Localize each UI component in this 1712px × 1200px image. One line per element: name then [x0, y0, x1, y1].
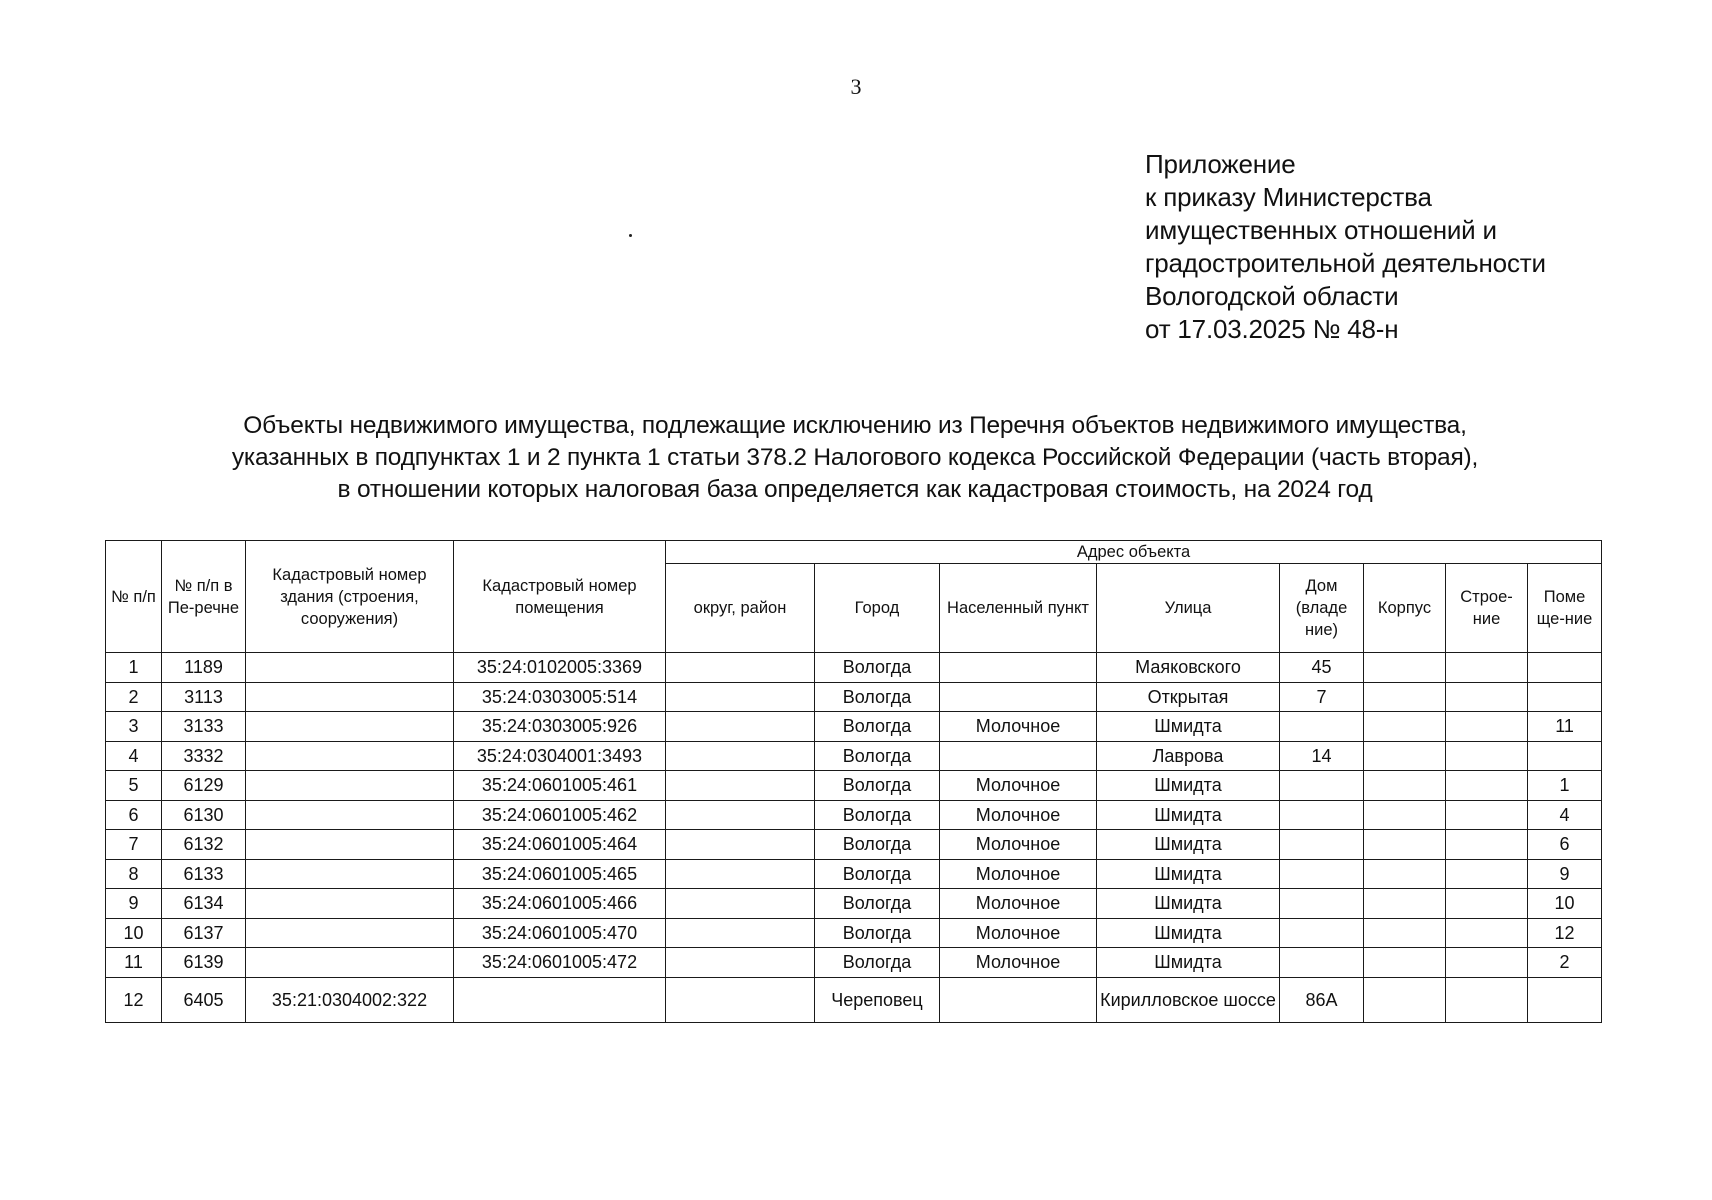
cell-premise: 10 [1528, 889, 1602, 919]
cell-list-num: 6405 [162, 977, 246, 1022]
table-row [106, 859, 1602, 889]
cell-building-cadastral [246, 653, 454, 683]
header-premise-cadastral: Кадастровый номер помещения [454, 541, 666, 653]
cell-house: 45 [1280, 653, 1364, 683]
table-row [106, 741, 1602, 771]
cell-building-cadastral [246, 771, 454, 801]
cell-premise-cadastral: 35:24:0304001:3493 [454, 741, 666, 771]
appendix-line: Приложение [1145, 149, 1296, 179]
cell-district [666, 977, 815, 1022]
cell-city: Вологда [815, 712, 940, 742]
cell-num: 5 [106, 771, 162, 801]
table-row [106, 712, 1602, 742]
header-district: округ, район [666, 564, 815, 653]
cell-house: 86А [1280, 977, 1364, 1022]
page-number: 3 [850, 74, 862, 99]
cell-building-cadastral: 35:21:0304002:322 [246, 977, 454, 1022]
appendix-line: имущественных отношений и [1145, 215, 1497, 245]
cell-structure [1446, 830, 1528, 860]
cell-premise-cadastral: 35:24:0601005:462 [454, 800, 666, 830]
cell-building-cadastral [246, 859, 454, 889]
cell-structure [1446, 800, 1528, 830]
cell-building-cadastral [246, 830, 454, 860]
cell-street: Шмидта [1097, 830, 1280, 860]
cell-building-cadastral [246, 918, 454, 948]
cell-city: Вологда [815, 771, 940, 801]
cell-building-cadastral [246, 741, 454, 771]
cell-premise: 4 [1528, 800, 1602, 830]
cell-structure [1446, 771, 1528, 801]
cell-premise-cadastral: 35:24:0102005:3369 [454, 653, 666, 683]
cell-structure [1446, 918, 1528, 948]
cell-district [666, 859, 815, 889]
cell-city: Вологда [815, 918, 940, 948]
cell-city: Вологда [815, 948, 940, 978]
header-num: № п/п [106, 541, 162, 653]
cell-house [1280, 859, 1364, 889]
cell-corpus [1364, 830, 1446, 860]
cell-list-num: 1189 [162, 653, 246, 683]
cell-premise: 6 [1528, 830, 1602, 860]
cell-num: 11 [106, 948, 162, 978]
cell-corpus [1364, 859, 1446, 889]
cell-city: Вологда [815, 889, 940, 919]
cell-building-cadastral [246, 948, 454, 978]
appendix-line: от 17.03.2025 № 48-н [1145, 314, 1399, 344]
cell-street: Шмидта [1097, 800, 1280, 830]
cell-corpus [1364, 653, 1446, 683]
cell-premise: 1 [1528, 771, 1602, 801]
appendix-line: к приказу Министерства [1145, 182, 1432, 212]
cell-house [1280, 830, 1364, 860]
table-row [106, 800, 1602, 830]
cell-corpus [1364, 741, 1446, 771]
header-address-group: Адрес объекта [666, 541, 1602, 564]
cell-premise-cadastral [454, 977, 666, 1022]
table-row [106, 977, 1602, 1022]
cell-list-num: 3113 [162, 682, 246, 712]
table-row [106, 653, 1602, 683]
cell-street: Шмидта [1097, 948, 1280, 978]
cell-corpus [1364, 771, 1446, 801]
cell-structure [1446, 889, 1528, 919]
cell-list-num: 6139 [162, 948, 246, 978]
cell-corpus [1364, 712, 1446, 742]
header-house: Дом (владе ние) [1280, 564, 1364, 653]
cell-list-num: 6130 [162, 800, 246, 830]
appendix-line: Вологодской области [1145, 281, 1399, 311]
cell-corpus [1364, 889, 1446, 919]
cell-premise-cadastral: 35:24:0601005:472 [454, 948, 666, 978]
header-city: Город [815, 564, 940, 653]
cell-settlement: Молочное [940, 948, 1097, 978]
cell-structure [1446, 741, 1528, 771]
cell-num: 7 [106, 830, 162, 860]
cell-settlement: Молочное [940, 712, 1097, 742]
cell-district [666, 712, 815, 742]
cell-street: Маяковского [1097, 653, 1280, 683]
appendix-block [1145, 148, 1665, 346]
cell-district [666, 682, 815, 712]
cell-street: Шмидта [1097, 918, 1280, 948]
cell-num: 4 [106, 741, 162, 771]
cell-building-cadastral [246, 800, 454, 830]
cell-building-cadastral [246, 889, 454, 919]
cell-city: Вологда [815, 741, 940, 771]
cell-list-num: 3133 [162, 712, 246, 742]
table-row [106, 889, 1602, 919]
cell-premise [1528, 653, 1602, 683]
cell-settlement: Молочное [940, 830, 1097, 860]
cell-city: Вологда [815, 859, 940, 889]
header-street: Улица [1097, 564, 1280, 653]
cell-settlement: Молочное [940, 889, 1097, 919]
property-table [105, 540, 1602, 1023]
cell-district [666, 948, 815, 978]
cell-list-num: 6129 [162, 771, 246, 801]
cell-street: Шмидта [1097, 889, 1280, 919]
cell-city: Вологда [815, 653, 940, 683]
cell-structure [1446, 653, 1528, 683]
cell-premise [1528, 682, 1602, 712]
cell-structure [1446, 712, 1528, 742]
cell-house: 14 [1280, 741, 1364, 771]
table-row [106, 918, 1602, 948]
cell-street: Шмидта [1097, 771, 1280, 801]
cell-corpus [1364, 800, 1446, 830]
table-row [106, 830, 1602, 860]
cell-premise-cadastral: 35:24:0303005:926 [454, 712, 666, 742]
cell-premise-cadastral: 35:24:0601005:466 [454, 889, 666, 919]
header-settlement: Населенный пункт [940, 564, 1097, 653]
cell-city: Вологда [815, 800, 940, 830]
cell-district [666, 653, 815, 683]
cell-city: Череповец [815, 977, 940, 1022]
cell-settlement: Молочное [940, 859, 1097, 889]
cell-premise: 9 [1528, 859, 1602, 889]
header-list-num: № п/п в Пе-речне [162, 541, 246, 653]
cell-settlement: Молочное [940, 800, 1097, 830]
header-premise: Поме ще-ние [1528, 564, 1602, 653]
cell-structure [1446, 948, 1528, 978]
cell-premise-cadastral: 35:24:0601005:465 [454, 859, 666, 889]
cell-house [1280, 771, 1364, 801]
cell-street: Шмидта [1097, 712, 1280, 742]
cell-premise [1528, 977, 1602, 1022]
header-structure: Строе-ние [1446, 564, 1528, 653]
cell-num: 6 [106, 800, 162, 830]
scan-speck [629, 234, 632, 237]
cell-list-num: 6133 [162, 859, 246, 889]
cell-premise: 2 [1528, 948, 1602, 978]
cell-settlement [940, 977, 1097, 1022]
cell-structure [1446, 859, 1528, 889]
cell-district [666, 741, 815, 771]
cell-district [666, 918, 815, 948]
cell-city: Вологда [815, 830, 940, 860]
header-corpus: Корпус [1364, 564, 1446, 653]
cell-house [1280, 800, 1364, 830]
cell-premise-cadastral: 35:24:0601005:461 [454, 771, 666, 801]
cell-premise [1528, 741, 1602, 771]
title-line: в отношении которых налоговая база определяется как кадастровая стоимость, на 2024 год [337, 476, 1373, 503]
cell-city: Вологда [815, 682, 940, 712]
cell-house [1280, 889, 1364, 919]
cell-list-num: 6137 [162, 918, 246, 948]
cell-corpus [1364, 948, 1446, 978]
cell-corpus [1364, 977, 1446, 1022]
cell-building-cadastral [246, 712, 454, 742]
cell-corpus [1364, 682, 1446, 712]
header-building-cadastral: Кадастровый номер здания (строения, сооружения) [246, 541, 454, 653]
cell-street: Лаврова [1097, 741, 1280, 771]
cell-num: 3 [106, 712, 162, 742]
cell-num: 1 [106, 653, 162, 683]
cell-district [666, 830, 815, 860]
title-line: Объекты недвижимого имущества, подлежащие исключению из Перечня объектов недвижимого имущества, [243, 412, 1467, 439]
cell-settlement [940, 653, 1097, 683]
cell-building-cadastral [246, 682, 454, 712]
document-title [80, 410, 1630, 506]
cell-house [1280, 712, 1364, 742]
cell-list-num: 3332 [162, 741, 246, 771]
cell-house [1280, 918, 1364, 948]
cell-street: Кирилловское шоссе [1097, 977, 1280, 1022]
cell-num: 9 [106, 889, 162, 919]
cell-num: 10 [106, 918, 162, 948]
cell-structure [1446, 682, 1528, 712]
table-row [106, 682, 1602, 712]
cell-premise-cadastral: 35:24:0601005:470 [454, 918, 666, 948]
cell-list-num: 6132 [162, 830, 246, 860]
appendix-line: градостроительной деятельности [1145, 248, 1546, 278]
cell-house: 7 [1280, 682, 1364, 712]
title-line: указанных в подпунктах 1 и 2 пункта 1 статьи 378.2 Налогового кодекса Российской Федерации (часть вторая), [231, 444, 1479, 471]
cell-house [1280, 948, 1364, 978]
cell-num: 2 [106, 682, 162, 712]
table-row [106, 771, 1602, 801]
cell-street: Шмидта [1097, 859, 1280, 889]
cell-num: 12 [106, 977, 162, 1022]
cell-list-num: 6134 [162, 889, 246, 919]
cell-street: Открытая [1097, 682, 1280, 712]
cell-corpus [1364, 918, 1446, 948]
cell-num: 8 [106, 859, 162, 889]
cell-premise: 11 [1528, 712, 1602, 742]
cell-district [666, 800, 815, 830]
cell-district [666, 889, 815, 919]
cell-premise: 12 [1528, 918, 1602, 948]
cell-district [666, 771, 815, 801]
cell-premise-cadastral: 35:24:0303005:514 [454, 682, 666, 712]
cell-settlement: Молочное [940, 771, 1097, 801]
table-row [106, 948, 1602, 978]
cell-settlement [940, 741, 1097, 771]
cell-settlement: Молочное [940, 918, 1097, 948]
cell-structure [1446, 977, 1528, 1022]
cell-premise-cadastral: 35:24:0601005:464 [454, 830, 666, 860]
cell-settlement [940, 682, 1097, 712]
